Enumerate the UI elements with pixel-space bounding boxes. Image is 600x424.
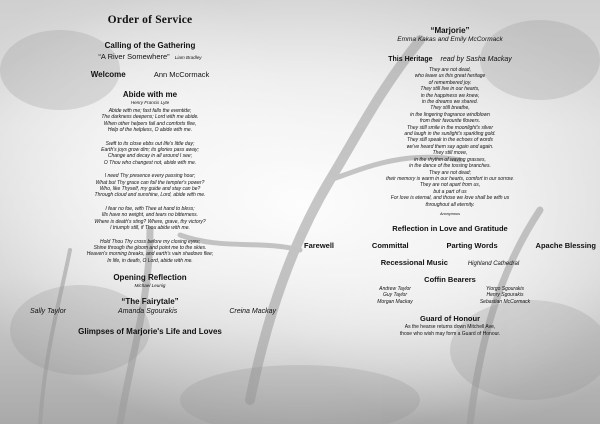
coffin-bearers-list	[310, 286, 590, 305]
hymn-line: I fear no foe, with Thee at hand to bless;	[105, 205, 195, 212]
bearer-name: Guy Taylor	[383, 292, 407, 299]
marjorie-song-title: “Marjorie”	[430, 26, 470, 35]
poem-line: in the dreams we shared.	[421, 99, 479, 106]
guard-of-honour-text	[310, 324, 590, 337]
farewell-item: Parting Words	[446, 240, 498, 250]
hymn-line: Abide with me; fast falls the eventide;	[108, 108, 192, 114]
hymn-line: O Thou who changest not, abide with me.	[103, 159, 197, 166]
recessional-label: Recessional Music	[380, 257, 448, 267]
fairytale-reader: Sally Taylor	[30, 308, 66, 316]
recessional-piece: Highland Cathedral	[467, 260, 520, 267]
poem-line: who leave us this great heritage	[414, 73, 486, 80]
poem-line: and laugh in the sunlight's sparkling gold.	[404, 131, 496, 138]
poem-line: For love is eternal, and those we love shall be with us	[390, 195, 510, 202]
welcome-line	[10, 70, 290, 79]
guard-line: As the hearse returns down Mitchell Ave,	[404, 324, 496, 331]
right-panel	[304, 0, 596, 337]
calling-song-line	[10, 52, 290, 61]
fairytale-reader: Amanda Sgourakis	[118, 308, 178, 316]
heritage-poem	[310, 67, 590, 208]
left-panel	[10, 0, 290, 336]
poem-line: of remembered joy.	[428, 79, 472, 86]
hymn-line: Through cloud and sunshine, Lord, abide with me.	[94, 192, 206, 199]
hymn-line: Swift to its close ebbs out life's little day;	[105, 140, 195, 147]
heritage-label: This Heritage	[388, 56, 433, 63]
bearers-left-col	[340, 286, 450, 305]
hymn-line: Heaven's morning breaks, and earth's vain shadows flee;	[86, 251, 214, 258]
poem-line: from their favourite flowers.	[419, 118, 481, 125]
poem-line: throughout all eternity.	[425, 201, 475, 208]
farewell-items-row	[304, 241, 596, 250]
farewell-item: Committal	[371, 240, 409, 250]
farewell-item: Farewell	[304, 240, 335, 250]
poem-line: in the happiness we knew,	[420, 92, 480, 99]
marjorie-song-artists: Emma Kakas and Emily McCormack	[397, 36, 503, 43]
hymn-verse	[10, 108, 290, 134]
recessional-line	[310, 258, 590, 267]
fairytale-reader: Creina Mackay	[229, 308, 276, 316]
welcome-name: Ann McCormack	[153, 70, 210, 79]
hymn-line: In life, in death, O Lord, abide with me.	[107, 257, 193, 264]
calling-song-title: “A River Somewhere”	[98, 52, 170, 61]
reflection-heading: Reflection in Love and Gratitude	[392, 223, 508, 233]
poem-line: They still live in our hearts,	[420, 86, 480, 93]
poem-line: They still breathe,	[430, 105, 470, 112]
poem-line: They still smile in the moonlight's silver	[407, 124, 493, 131]
farewell-item: Apache Blessing	[535, 240, 596, 250]
poem-line: They are not apart from us,	[419, 182, 481, 189]
bearer-name: Sebastian McCormack	[479, 298, 531, 305]
hymn-line: What but Thy grace can foil the tempter's power?	[95, 179, 205, 186]
poem-line: in the rhythm of waving grasses,	[414, 156, 486, 163]
hymn-line: Earth's joys grow dim; its glories pass away;	[101, 147, 199, 154]
poem-line: They still speak in the echoes of words	[407, 137, 493, 144]
calling-heading: Calling of the Gathering	[104, 41, 196, 50]
poem-line: in the dance of the tossing branches.	[409, 163, 491, 170]
hymn-line: I triumph still, if Thou abide with me.	[110, 225, 190, 232]
bearer-name: Andrew Taylor	[379, 285, 411, 292]
poem-line: in the lingering fragrance windblown	[410, 111, 490, 118]
hymn-line: I need Thy presence every passing hour;	[104, 173, 196, 180]
glimpses-heading: Glimpses of Marjorie's Life and Loves	[78, 327, 222, 337]
hymn-line: Where is death's sting? Where, grave, thy victory?	[94, 218, 206, 225]
order-of-service-title: Order of Service	[107, 14, 193, 26]
poem-line: their memory is warm in our hearts, comfort in our sorrow.	[386, 175, 514, 182]
poem-line: but a part of us	[433, 188, 467, 195]
poem-line: They are not dead,	[429, 67, 471, 73]
bearer-name: Henry Sgourakis	[486, 292, 524, 299]
hymn-line: Change and decay in all around I see;	[107, 153, 193, 160]
opening-reflection-name: Michael Leunig	[134, 283, 166, 289]
guard-line: those who wish may form a Guard of Honour.	[399, 330, 501, 337]
hymn-verses	[10, 108, 290, 264]
fairytale-readers	[30, 308, 276, 315]
hymn-verse	[10, 173, 290, 199]
hymn-verse	[10, 239, 290, 265]
poem-line: They still move,	[432, 150, 468, 157]
bearer-name: Yiorgo Sgourakis	[486, 285, 524, 292]
hymn-author: Henry Francis Lyte	[130, 100, 170, 105]
coffin-bearers-heading: Coffin Bearers	[424, 274, 476, 284]
bearer-name: Morgan Mackay	[377, 298, 413, 305]
hymn-line: The darkness deepens; Lord with me abide.	[101, 114, 199, 121]
hymn-line: Who, like Thyself, my guide and stay can be?	[99, 186, 201, 193]
hymn-verse	[10, 206, 290, 232]
hymn-title: Abide with me	[122, 90, 178, 99]
hymn-line: When other helpers fail and comforts flee,	[103, 120, 197, 127]
welcome-label: Welcome	[90, 70, 126, 79]
heritage-reader: read by Sasha Mackay	[440, 56, 512, 63]
poem-author: Anonymous	[439, 211, 461, 216]
poem-line: They are not dead;	[429, 169, 471, 176]
heritage-line	[310, 56, 590, 63]
opening-reflection-heading: Opening Reflection	[113, 273, 187, 283]
hymn-line: Ills have no weight, and tears no bitterness.	[101, 212, 199, 219]
hymn-line: Shine through the gloom and point me to the skies.	[93, 244, 207, 251]
hymn-verse	[10, 141, 290, 167]
hymn-line: Hold Thou Thy cross before my closing eyes;	[99, 238, 201, 245]
fairytale-heading: “The Fairytale”	[121, 297, 179, 307]
poem-line: we've heard them say again and again.	[406, 143, 494, 150]
calling-song-artist: Liam Bradley	[174, 55, 202, 60]
hymn-line: Help of the helpless, O abide with me.	[107, 127, 193, 134]
guard-of-honour-heading: Guard of Honour	[420, 314, 480, 324]
bearers-right-col	[450, 286, 560, 305]
